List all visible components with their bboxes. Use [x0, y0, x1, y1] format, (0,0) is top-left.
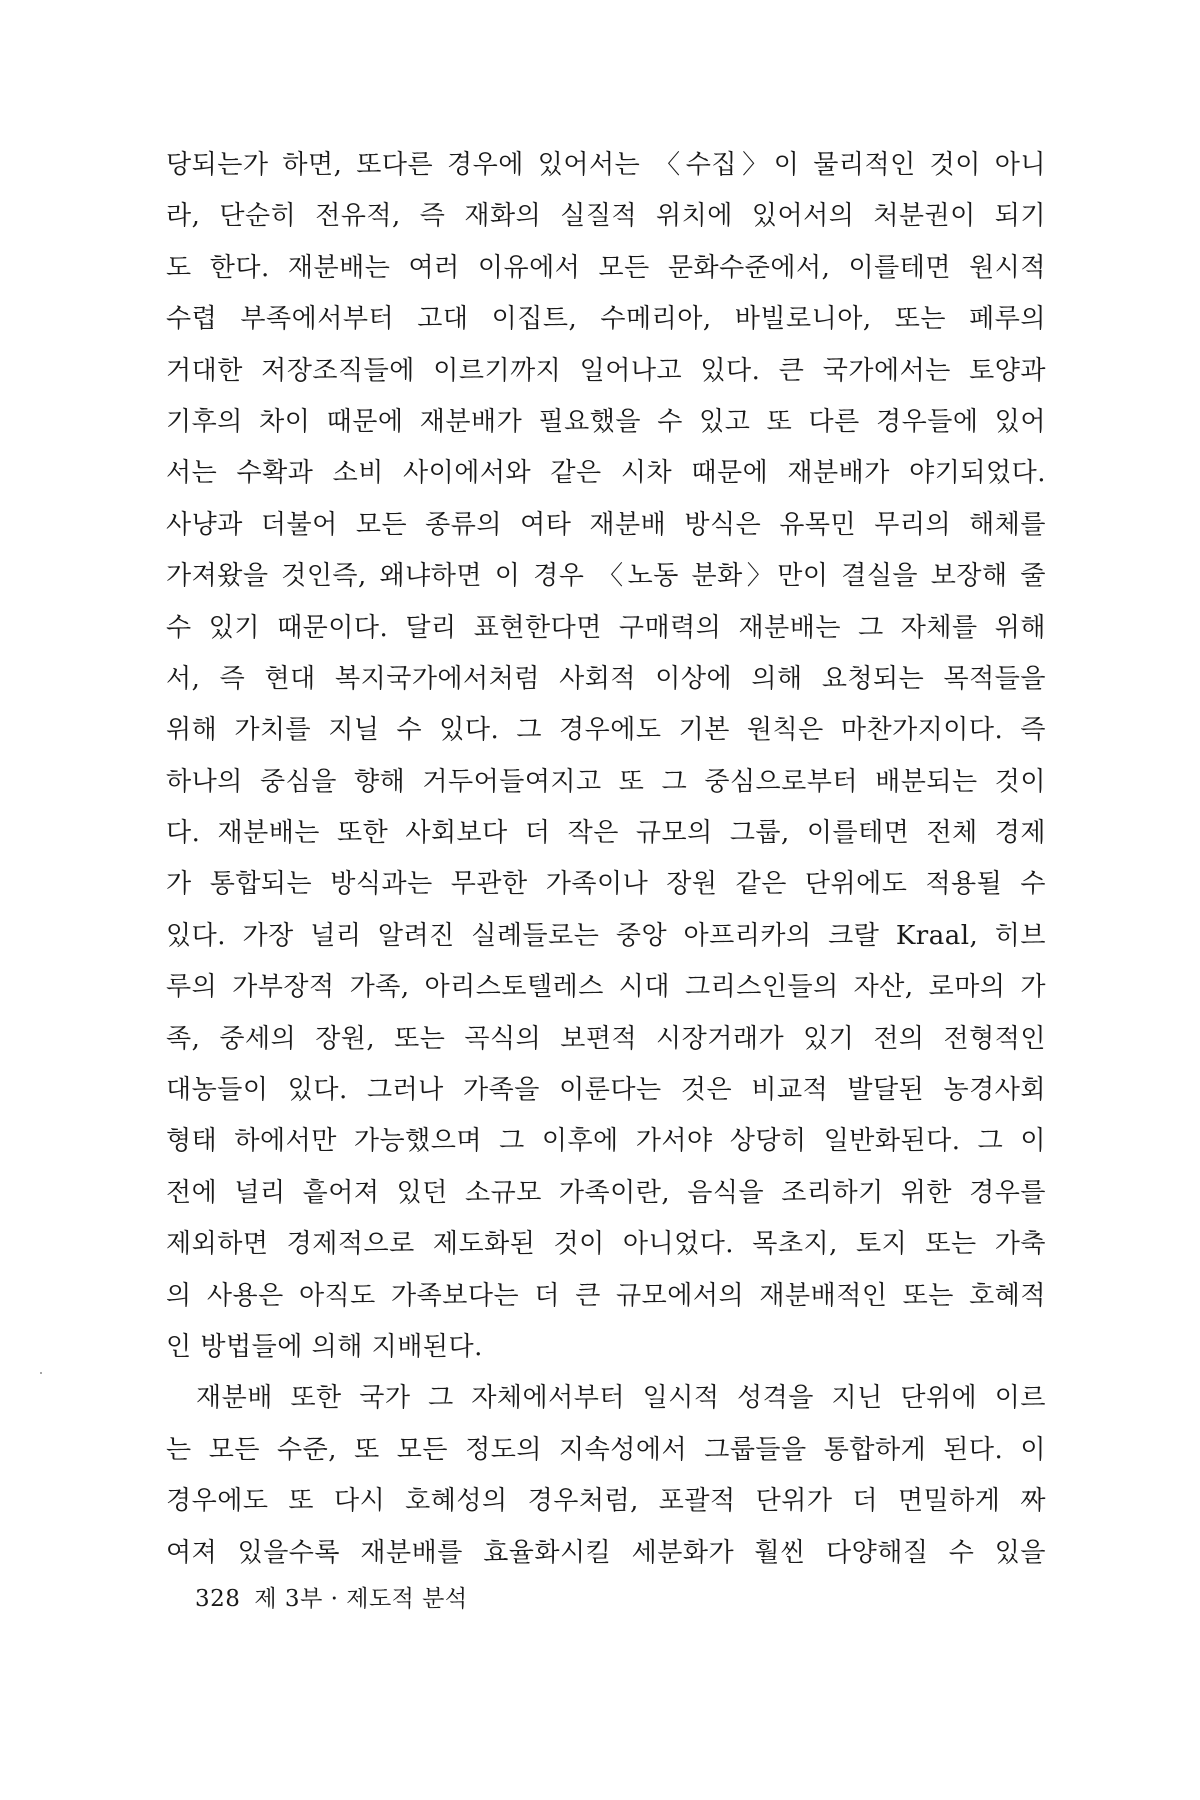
text-line: 서, 즉 현대 복지국가에서처럼 사회적 이상에 의해 요청되는 목적들을	[166, 663, 1046, 694]
text-line: 사냥과 더불어 모든 종류의 여타 재분배 방식은 유목민 무리의 해체를	[166, 509, 1046, 540]
text-line: 있다. 가장 널리 알려진 실례들로는 중앙 아프리카의 크랄 Kraal, 히브	[166, 920, 1046, 951]
page-footer	[195, 1580, 482, 1613]
section-title: 제 3부 · 제도적 분석	[254, 1586, 468, 1612]
text-line: 형태 하에서만 가능했으며 그 이후에 가서야 상당히 일반화된다. 그 이	[166, 1126, 1046, 1157]
text-line: 위해 가치를 지닐 수 있다. 그 경우에도 기본 원칙은 마찬가지이다. 즉	[166, 715, 1046, 746]
text-line: 대농들이 있다. 그러나 가족을 이룬다는 것은 비교적 발달된 농경사회	[166, 1075, 1046, 1106]
text-line: 거대한 저장조직들에 이르기까지 일어나고 있다. 큰 국가에서는 토양과	[166, 355, 1046, 386]
text-line: 도 한다. 재분배는 여러 이유에서 모든 문화수준에서, 이를테면 원시적	[166, 252, 1046, 283]
text-line: 수 있기 때문이다. 달리 표현한다면 구매력의 재분배는 그 자체를 위해	[166, 612, 1046, 643]
text-line: 기후의 차이 때문에 재분배가 필요했을 수 있고 또 다른 경우들에 있어	[166, 406, 1046, 437]
text-line: 제외하면 경제적으로 제도화된 것이 아니었다. 목초지, 토지 또는 가축	[166, 1229, 1046, 1260]
text-line: 족, 중세의 장원, 또는 곡식의 보편적 시장거래가 있기 전의 전형적인	[166, 1023, 1046, 1054]
text-line: 가져왔을 것인즉, 왜냐하면 이 경우 〈노동 분화〉만이 결실을 보장해 줄	[166, 561, 1046, 592]
scan-speck	[40, 1372, 42, 1374]
text-line: 전에 널리 흩어져 있던 소규모 가족이란, 음식을 조리하기 위한 경우를	[166, 1177, 1046, 1208]
text-line: 다. 재분배는 또한 사회보다 더 작은 규모의 그룹, 이를테면 전체 경제	[166, 818, 1046, 849]
text-line: 가 통합되는 방식과는 무관한 가족이나 장원 같은 단위에도 적용될 수	[166, 869, 1046, 900]
text-line: 루의 가부장적 가족, 아리스토텔레스 시대 그리스인들의 자산, 로마의 가	[166, 972, 1046, 1003]
text-line: 라, 단순히 전유적, 즉 재화의 실질적 위치에 있어서의 처분권이 되기	[166, 201, 1046, 232]
text-line: 의 사용은 아직도 가족보다는 더 큰 규모에서의 재분배적인 또는 호혜적	[166, 1280, 1046, 1311]
text-line: 당되는가 하면, 또다른 경우에 있어서는 〈수집〉이 물리적인 것이 아니	[166, 150, 1046, 180]
text-line: 는 모든 수준, 또 모든 정도의 지속성에서 그룹들을 통합하게 된다. 이	[166, 1434, 1046, 1465]
text-line: 하나의 중심을 향해 거두어들여지고 또 그 중심으로부터 배분되는 것이	[166, 766, 1046, 797]
text-line: 여져 있을수록 재분배를 효율화시킬 세분화가 훨씬 다양해질 수 있을	[166, 1537, 1046, 1568]
paragraph-start-line: 재분배 또한 국가 그 자체에서부터 일시적 성격을 지닌 단위에 이르	[196, 1383, 1046, 1414]
body-text	[166, 140, 1046, 1579]
text-line: 수렵 부족에서부터 고대 이집트, 수메리아, 바빌로니아, 또는 페루의	[166, 304, 1046, 335]
text-line: 경우에도 또 다시 호혜성의 경우처럼, 포괄적 단위가 더 면밀하게 짜	[166, 1486, 1046, 1517]
page-number: 328	[195, 1586, 241, 1612]
text-line: 서는 수확과 소비 사이에서와 같은 시차 때문에 재분배가 야기되었다.	[166, 458, 1046, 489]
paragraph-end-line: 인 방법들에 의해 지배된다.	[166, 1331, 483, 1362]
